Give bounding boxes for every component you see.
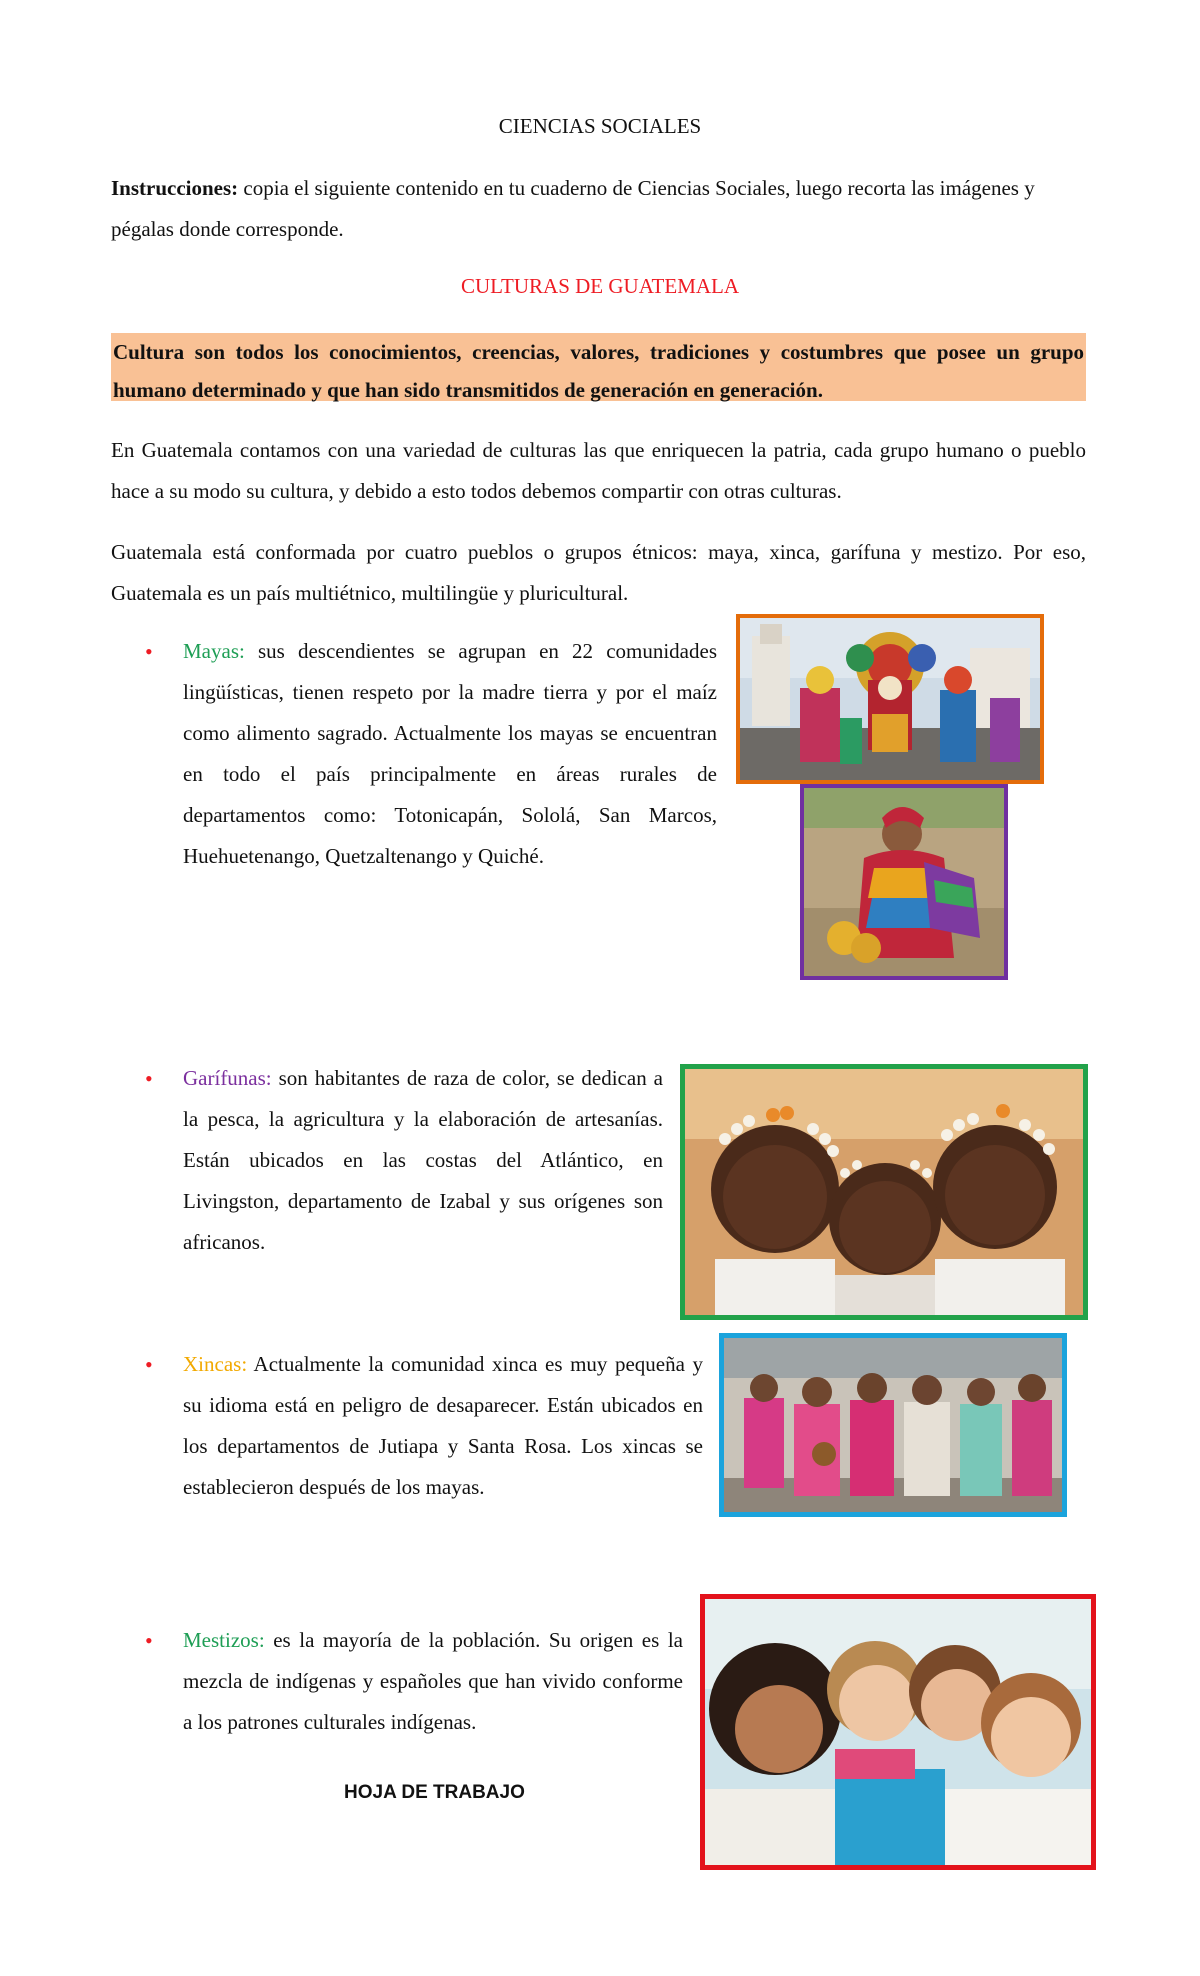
group-text-garifunas: son habitantes de raza de color, se dedican a la pesca, la agricultura y la elaboración de artesanías. Están ubicados en las costas del Atlántico, en Livingston, departamento de Izabal y sus orígenes son africanos. — [183, 1066, 663, 1254]
bullet-mestizos: • — [145, 1628, 153, 1653]
page-title: CIENCIAS SOCIALES — [498, 114, 702, 138]
paragraph-groups: Guatemala está conformada por cuatro pueblos o grupos étnicos: maya, xinca, garífuna y mestizo. Por eso, Guatemala es un país multiétnico, multilingüe y pluricultural. — [111, 540, 1086, 605]
instructions — [111, 168, 1039, 250]
instructions-label: Instrucciones: — [111, 176, 239, 200]
worksheet-heading: HOJA DE TRABAJO — [344, 1782, 525, 1803]
group-garifunas — [183, 1058, 663, 1263]
instructions-text: copia el siguiente contenido en tu cuaderno de Ciencias Sociales, luego recorta las imágenes y pégalas donde corresponde. — [111, 176, 1035, 241]
bullet-xincas: • — [145, 1352, 153, 1377]
group-text-xincas: Actualmente la comunidad xinca es muy pequeña y su idioma está en peligro de desaparecer. Están ubicados en los departamentos de Jutiapa y Santa Rosa. Los xincas se establecieron después de los mayas. — [183, 1352, 703, 1499]
photo-mestizo-children — [700, 1594, 1096, 1870]
photo-garifuna-children — [680, 1064, 1088, 1320]
group-name-mayas: Mayas: — [183, 639, 245, 663]
group-text-mayas: sus descendientes se agrupan en 22 comunidades lingüísticas, tienen respeto por la madre tierra y por el maíz como alimento sagrado. Actualmente los mayas se encuentran en todo el país principalmente en áreas rurales de departamentos como: Totonicapán, Sololá, San Marcos, Huehuetenango, Quetzaltenango y Quiché. — [183, 639, 717, 868]
group-name-xincas: Xincas: — [183, 1352, 248, 1376]
paragraph-variety: En Guatemala contamos con una variedad de culturas las que enriquecen la patria, cada grupo humano o pueblo hace a su modo su cultura, y debido a esto todos debemos compartir con otras culturas. — [111, 438, 1086, 503]
group-xincas — [183, 1344, 703, 1508]
group-name-mestizos: Mestizos: — [183, 1628, 265, 1652]
photo-maya-dancers — [736, 614, 1044, 784]
bullet-mayas: • — [145, 639, 153, 664]
group-mayas — [183, 631, 717, 877]
photo-xinca-women — [719, 1333, 1067, 1517]
group-text-mestizos: es la mayoría de la población. Su origen es la mezcla de indígenas y españoles que han vivido conforme a los patrones culturales indígenas. — [183, 1628, 683, 1734]
bullet-garifunas: • — [145, 1066, 153, 1091]
group-name-garifunas: Garífunas: — [183, 1066, 272, 1090]
group-mestizos — [183, 1620, 683, 1743]
section-subtitle: CULTURAS DE GUATEMALA — [460, 274, 740, 298]
culture-definition: Cultura son todos los conocimientos, creencias, valores, tradiciones y costumbres que posee un grupo humano determinado y que han sido transmitidos de generación en generación. — [111, 333, 1086, 401]
photo-maya-woman — [800, 784, 1008, 980]
